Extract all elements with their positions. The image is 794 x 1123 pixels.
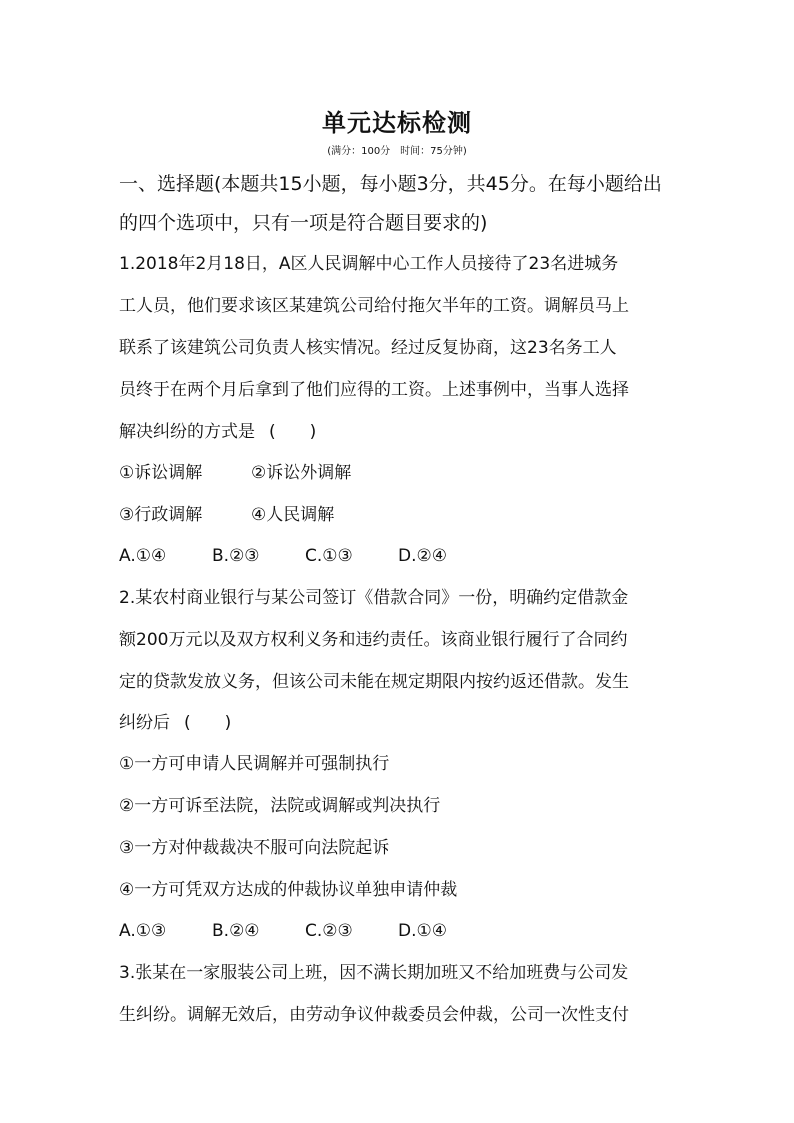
q2-stem-end: 纠纷后 [119,713,170,733]
q1-item-3: ③行政调解 [119,505,203,525]
q2-answer-paren: ( ) [184,713,232,733]
page-subtitle: (满分：100分 时间：75分钟) [327,146,467,157]
q1-items-row-1 [119,461,679,485]
q2-options [119,919,679,943]
q2-line-4 [119,711,679,735]
page-title: 单元达标检测 [322,109,472,137]
q1-line-5 [119,420,679,444]
q2-item-1: ①一方可申请人民调解并可强制执行 [119,754,390,774]
q1-item-2: ②诉讼外调解 [251,463,352,483]
q1-stem-end: 解决纠纷的方式是 [119,422,255,442]
q2-option-d: D.①④ [398,921,447,941]
q1-line-3: 联系了该建筑公司负责人核实情况。经过反复协商，这23名务工人 [119,338,617,358]
q1-item-1: ①诉讼调解 [119,463,203,483]
section-heading-line-2: 的四个选项中，只有一项是符合题目要求的) [119,212,488,234]
q3-line-1: 3.张某在一家服装公司上班，因不满长期加班又不给加班费与公司发 [119,963,629,983]
q2-option-a: A.①③ [119,921,167,941]
q1-option-c: C.①③ [305,546,353,566]
q2-line-3: 定的贷款发放义务，但该公司未能在规定期限内按约返还借款。发生 [119,672,629,692]
q1-options [119,544,679,568]
q2-option-c: C.②③ [305,921,353,941]
q3-line-2: 生纠纷。调解无效后，由劳动争议仲裁委员会仲裁，公司一次性支付 [119,1005,629,1025]
q2-item-2: ②一方可诉至法院，法院或调解或判决执行 [119,796,441,816]
q1-item-4: ④人民调解 [251,505,335,525]
q1-line-2: 工人员，他们要求该区某建筑公司给付拖欠半年的工资。调解员马上 [119,296,629,316]
q1-option-a: A.①④ [119,546,167,566]
q1-option-b: B.②③ [212,546,260,566]
q1-line-1: 1.2018年2月18日，A区人民调解中心工作人员接待了23名进城务 [119,254,619,274]
section-heading-line-1: 一、选择题(本题共15小题，每小题3分，共45分。在每小题给出 [119,173,662,195]
q1-line-4: 员终于在两个月后拿到了他们应得的工资。上述事例中，当事人选择 [119,380,629,400]
q1-option-d: D.②④ [398,546,447,566]
q2-item-3: ③一方对仲裁裁决不服可向法院起诉 [119,838,390,858]
q1-answer-paren: ( ) [269,422,317,442]
q2-option-b: B.②④ [212,921,260,941]
q1-items-row-2 [119,503,679,527]
q2-line-1: 2.某农村商业银行与某公司签订《借款合同》一份，明确约定借款金 [119,588,629,608]
q2-item-4: ④一方可凭双方达成的仲裁协议单独申请仲裁 [119,880,458,900]
q2-line-2: 额200万元以及双方权利义务和违约责任。该商业银行履行了合同约 [119,630,628,650]
